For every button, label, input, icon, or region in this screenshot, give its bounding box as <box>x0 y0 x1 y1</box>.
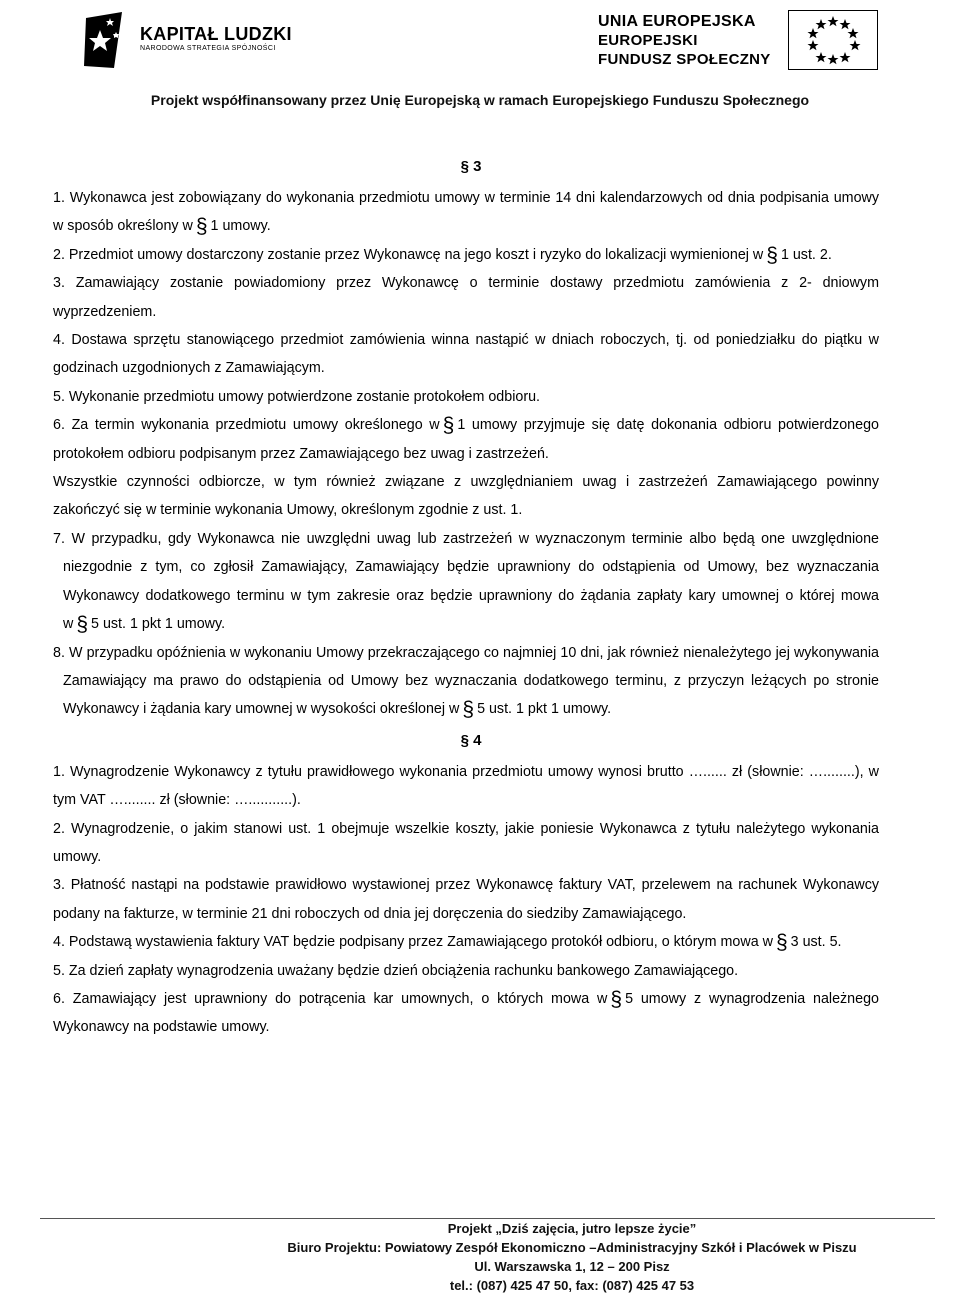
s3-point-8: 8. W przypadku opóźnienia w wykonaniu Umowy przekraczającego co najmniej 10 dni, jak również nienależytego jej wykonywania Zamawiający ma prawo do odstąpienia od Umowy bez wyznaczania dodatkowego terminu, z przyczyn leżących po stronie Wykonawcy i żądania kary umownej w wysokości określonej w § 5 ust. 1 pkt 1 umowy. <box>53 644 879 722</box>
page-footer <box>0 1219 960 1295</box>
kapital-ludzki-logo <box>84 12 304 70</box>
section-sign: § <box>195 215 208 239</box>
eu-flag-icon <box>788 10 878 70</box>
s4-point-6: 6. Zamawiający jest uprawniony do potrącenia kar umownych, o których mowa w § 5 umowy z wynagrodzenia należnego Wykonawcy na podstawie umowy. <box>53 987 879 1036</box>
footer-address: Ul. Warszawska 1, 12 – 200 Pisz <box>474 1259 670 1274</box>
footer-phone: tel.: (087) 425 47 50, fax: (087) 425 47 53 <box>449 1278 695 1293</box>
page-header <box>0 0 960 120</box>
s3-point-6-continuation: Wszystkie czynności odbiorcze, w tym również związane z uwzględnianiem uwag i zastrzeżeń Zamawiającego powinny zakończyć się w terminie wykonania Umowy, określonym zgodnie z ust. 1. <box>53 474 879 519</box>
s3-point-2: 2. Przedmiot umowy dostarczony zostanie przez Wykonawcę na jego koszt i ryzyko do lokalizacji wymienionej w § 1 ust. 2. <box>53 243 832 267</box>
kapital-ludzki-subtitle: NARODOWA STRATEGIA SPÓJNOŚCI <box>140 45 276 52</box>
footer-project-name: Projekt „Dziś zajęcia, jutro lepsze życie” <box>447 1221 697 1236</box>
footer-office: Biuro Projektu: Powiatowy Zespół Ekonomiczno –Administracyjny Szkół i Placówek w Piszu <box>287 1240 857 1255</box>
eu-logo-line3: FUNDUSZ SPOŁECZNY <box>598 51 771 68</box>
s4-point-3: 3. Płatność nastąpi na podstawie prawidłowo wystawionej przez Wykonawcę faktury VAT, przelewem na rachunek Wykonawcy podany na fakturze, w terminie 21 dni roboczych od dnia jej doręczenia do siedziby Zamawiającego. <box>53 877 879 922</box>
kapital-ludzki-title: KAPITAŁ LUDZKI <box>140 24 292 44</box>
s3-point-6: 6. Za termin wykonania przedmiotu umowy określonego w § 1 umowy przyjmuje się datę dokonania odbioru potwierdzonego protokołem odbioru podpisanym przez Zamawiającego bez uwag i zastrzeżeń. <box>53 414 879 462</box>
eu-logo <box>590 10 880 70</box>
cofinance-statement: Projekt współfinansowany przez Unię Europejską w ramach Europejskiego Funduszu Społecznego <box>150 92 810 108</box>
s3-point-1: 1. Wykonawca jest zobowiązany do wykonania przedmiotu umowy w terminie 14 dni kalendarzowych od dnia podpisania umowy w sposób określony w § 1 umowy. <box>53 190 879 239</box>
section-sign: § <box>766 243 778 267</box>
eu-logo-line2: EUROPEJSKI <box>598 32 698 49</box>
s4-point-1: 1. Wynagrodzenie Wykonawcy z tytułu prawidłowego wykonania przedmiotu umowy wynosi brutto …...... zł (słownie: …........), w tym VAT …........ zł (słownie: …...........). <box>53 763 879 809</box>
eu-logo-line1: UNIA EUROPEJSKA <box>598 13 756 30</box>
section-3-heading: § 3 <box>460 158 482 175</box>
eu-logo-text <box>598 12 771 69</box>
document-body <box>53 150 879 1042</box>
s3-point-7: 7. W przypadku, gdy Wykonawca nie uwzględni uwag lub zastrzeżeń w wyznaczonym terminie albo będą one uwzględnione niezgodnie z tym, co zgłosił Zamawiający, Zamawiający będzie uprawniony do odstąpienia od Umowy, bez wyznaczania Wykonawcy dodatkowego terminu w tym zakresie oraz będzie uprawniony do żądania zapłaty kary umownej o której mowa w § 5 ust. 1 pkt 1 umowy. <box>53 530 879 637</box>
section-4-heading: § 4 <box>460 731 482 749</box>
s4-point-4: 4. Podstawą wystawienia faktury VAT będzie podpisany przez Zamawiającego protokół odbioru, o którym mowa w § 3 ust. 5. <box>53 931 842 955</box>
s3-point-5: 5. Wykonanie przedmiotu umowy potwierdzone zostanie protokołem odbioru. <box>53 388 541 405</box>
section-sign: § <box>775 931 788 955</box>
s4-point-2: 2. Wynagrodzenie, o jakim stanowi ust. 1 obejmuje wszelkie koszty, jakie poniesie Wykonawca z tytułu należytego wykonania umowy. <box>53 820 879 865</box>
kapital-ludzki-emblem-icon <box>84 12 136 70</box>
section-sign: § <box>610 987 623 1011</box>
s4-point-5: 5. Za dzień zapłaty wynagrodzenia uważany będzie dzień obciążenia rachunku bankowego Zamawiającego. <box>53 962 739 979</box>
s3-point-4: 4. Dostawa sprzętu stanowiącego przedmiot zamówienia winna nastąpić w dniach roboczych, tj. od poniedziałku do piątku w godzinach uzgodnionych z Zamawiającym. <box>53 332 879 377</box>
section-sign: § <box>442 414 455 438</box>
section-sign: § <box>462 698 475 722</box>
s3-point-3: 3. Zamawiający zostanie powiadomiony przez Wykonawcę o terminie dostawy przedmiotu zamówienia z 2- dniowym wyprzedzeniem. <box>53 275 879 320</box>
section-sign: § <box>76 613 89 637</box>
